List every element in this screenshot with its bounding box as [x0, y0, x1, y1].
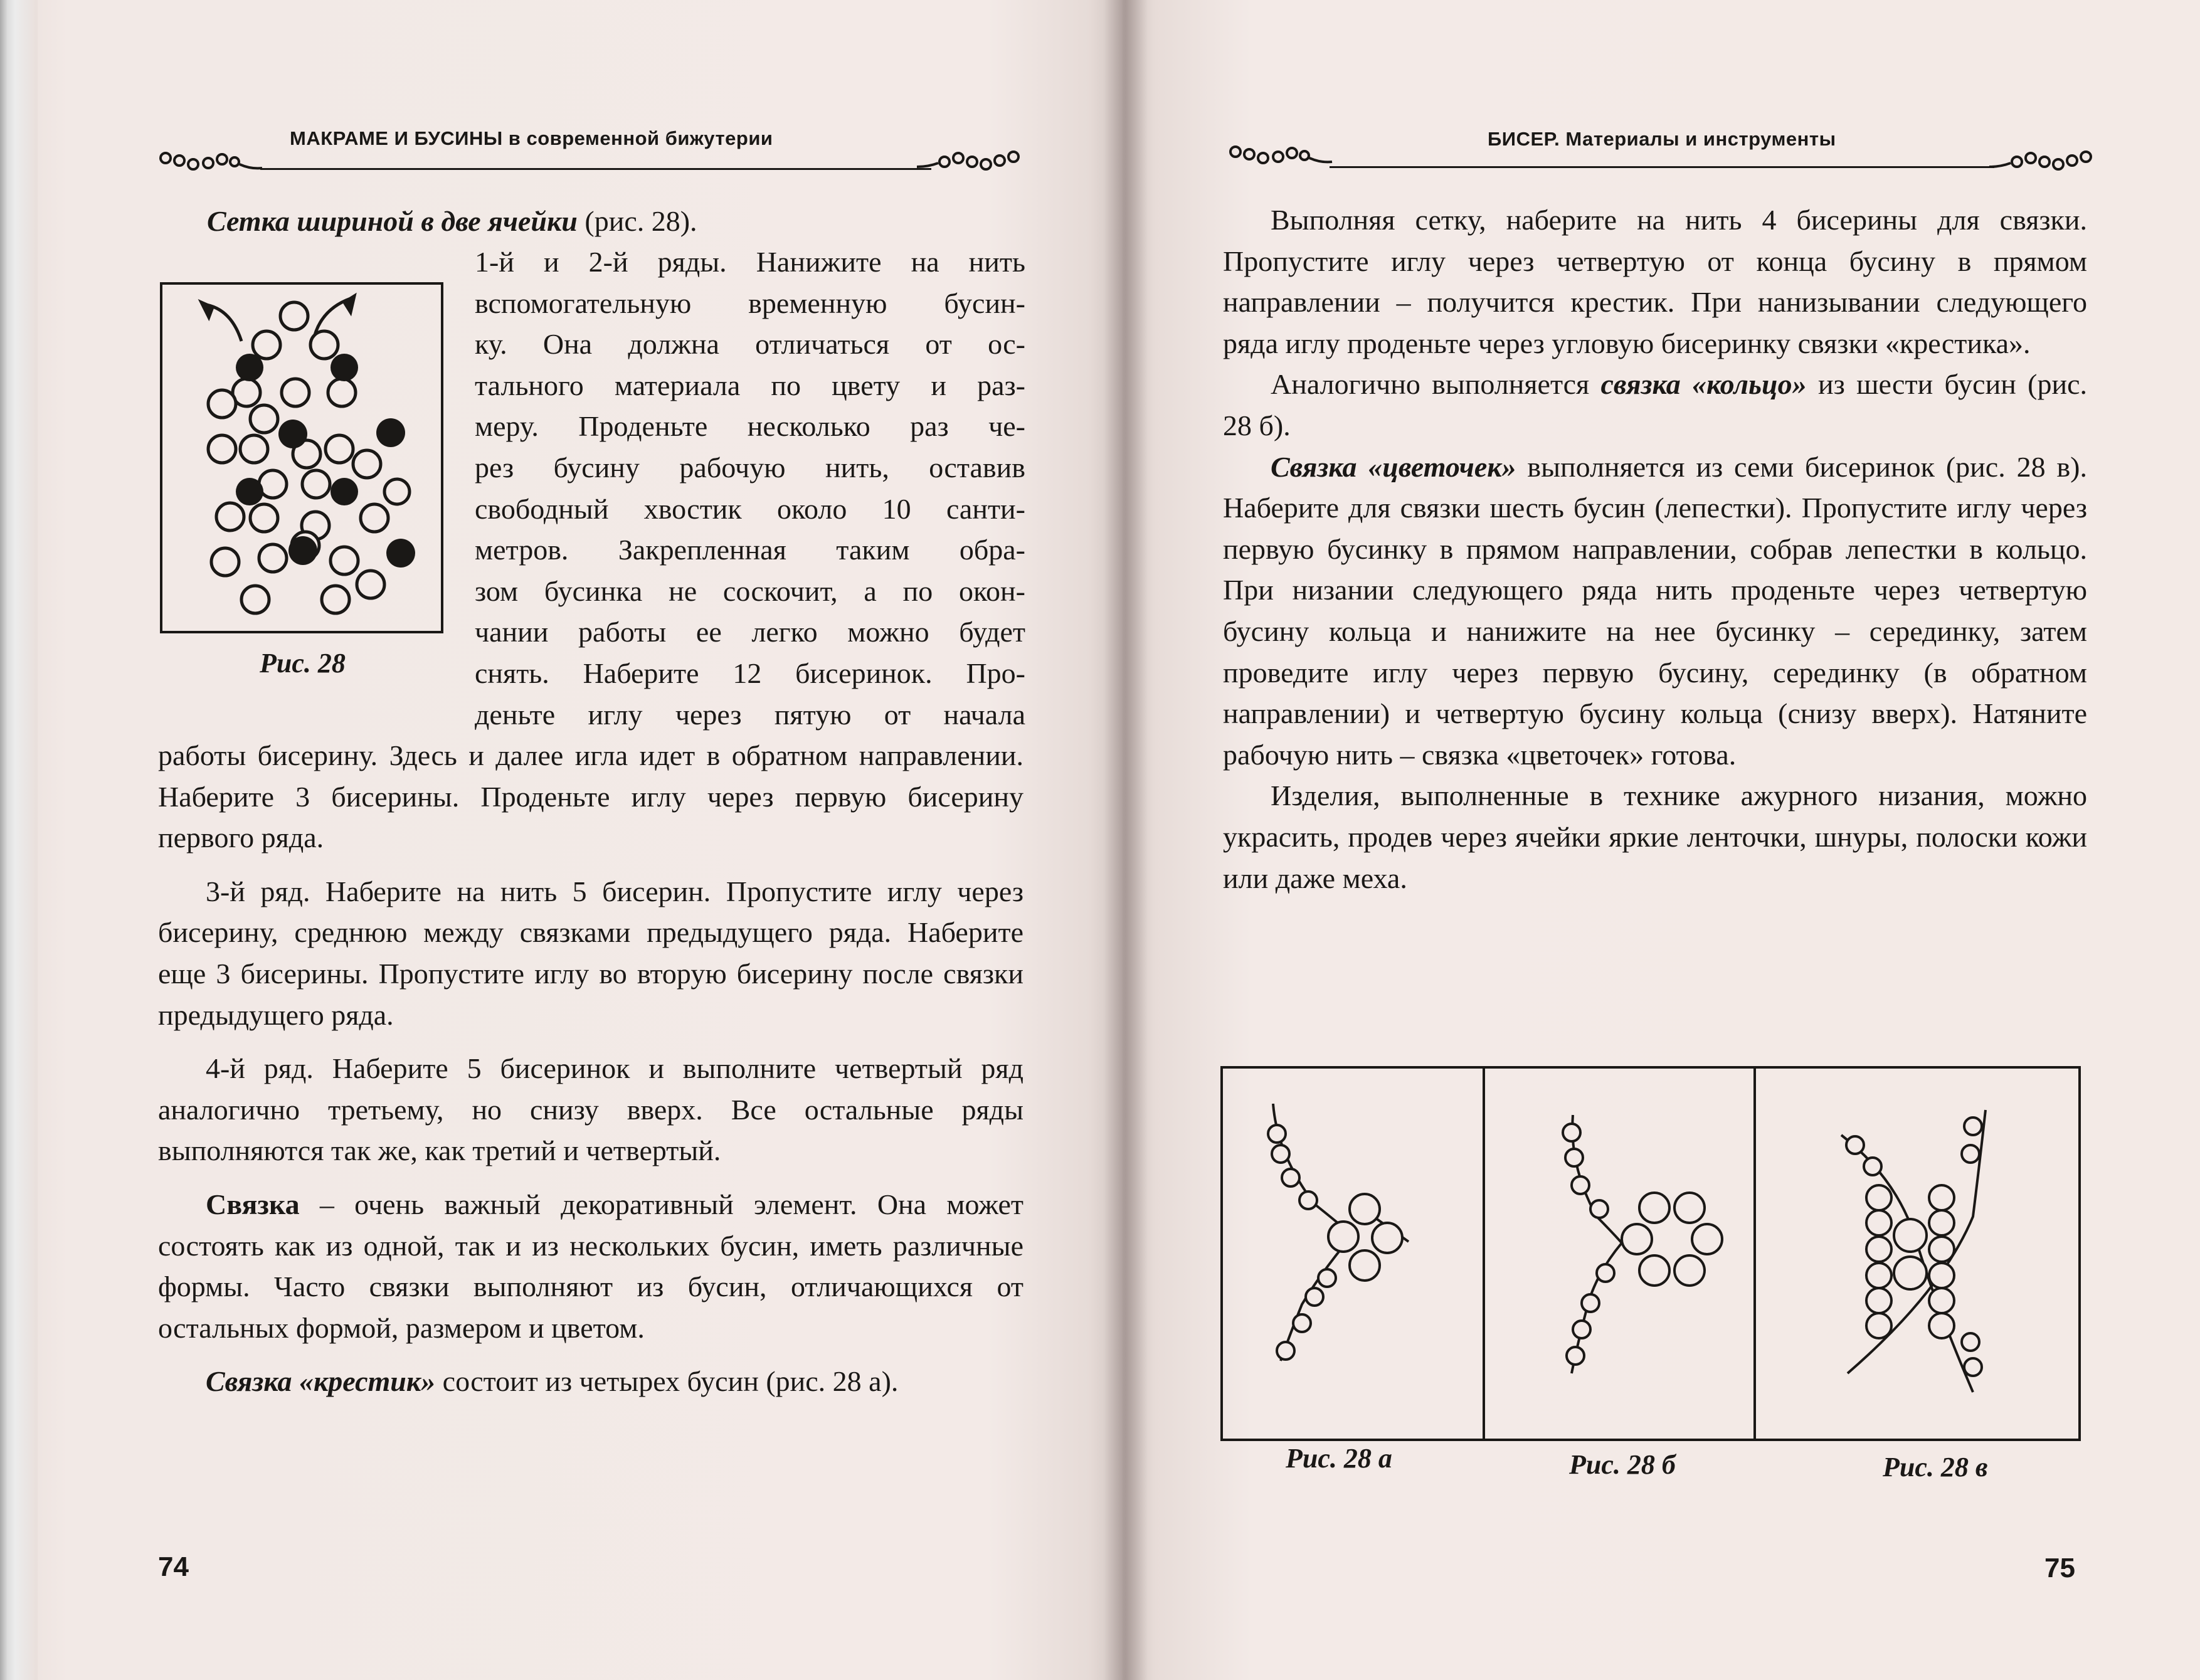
paragraph-4: Изделия, выполненные в технике ажурного низания, можно украсить, продев через ячейки яркие ленточки, шнуры, полоски кожи или даже меха.: [1223, 779, 2087, 894]
line-8: метров. Закрепленная таким обра-: [475, 534, 1025, 566]
bead-connections-diagram: [1220, 1066, 2081, 1442]
page-edge: [0, 0, 38, 1680]
text-beside-figure: [475, 241, 1025, 735]
line-1: 1-й и 2-й ряды. Нанижите на нить: [475, 246, 1025, 278]
line-9: зом бусинка не соскочит, а по окон-: [475, 574, 1025, 607]
figure-caption: Рис. 28: [260, 648, 346, 679]
figure-28-abc: [1220, 1066, 2081, 1482]
caption-28b: Рис. 28 б: [1569, 1449, 1676, 1480]
figure-28: [160, 282, 443, 633]
term-kolco: связка «кольцо»: [1600, 368, 1807, 401]
para2-end: из шести бусин (рис. 28 б).: [1223, 368, 2087, 441]
running-head: БИСЕР. Материалы и инструменты: [1488, 128, 1836, 150]
header-ornament-left: [1227, 143, 1333, 172]
paragraph-krestik: [158, 1361, 1023, 1402]
bead-net-diagram: [162, 285, 441, 631]
term-svyazka: Связка: [206, 1188, 300, 1220]
paragraph-row-4: 4-й ряд. Наберите 5 бисеринок и выполните четвертый ряд аналогично третьему, но снизу вверх. Все остальные ряды выполняются так же, как третий и четвертый.: [158, 1052, 1023, 1167]
line-3: ку. Она должна отличаться от ос-: [475, 328, 1025, 361]
left-body-text: [158, 735, 1023, 1402]
title-bold: Сетка шириной в две ячейки: [207, 205, 578, 237]
para3-text: выполняется из семи бисеринок (рис. 28 в). Наберите для связки шесть бусин (лепестки). Пропустите иглу через первую бусинку в прямом направлении, собрав лепестки в кольцо. При низании следующего ряда нить проденьте через четвертую бусину кольца и нанижите на нее бусинку – серединку, затем проведите иглу через первую бусину, серединку (в обратном направлении) и четвертую бусину кольца (снизу вверх). Натяните рабочую нить – связка «цветочек» готова.: [1223, 450, 2087, 771]
paragraph-row-3: 3-й ряд. Наберите на нить 5 бисерин. Пропустите иглу через бисерину, среднюю между связками предыдущего ряда. Наберите еще 3 бисерины. Пропустите иглу во вторую бисерину после связки предыдущего ряда.: [158, 875, 1023, 1031]
page-number-right: 75: [2044, 1553, 2075, 1583]
paragraph-2: [1223, 364, 2087, 446]
svyazka-text: – очень важный декоративный элемент. Она может состоять как из одной, так и из нескольких бусин, иметь различные формы. Часто связки выполняют из бусин, отличающихся от остальных формой, размером и цветом.: [158, 1188, 1023, 1344]
header-rule: [1330, 166, 1994, 168]
line-2: вспомогательную временную бусин-: [475, 287, 1025, 319]
paragraph-continuation: работы бисерину. Здесь и далее игла идет в обратном направлении. Наберите 3 бисерины. Проденьте иглу через первую бисерину первого ряда.: [158, 739, 1023, 854]
header-ornament-right: [1988, 145, 2098, 174]
term-cvetochek: Связка «цветочек»: [1271, 450, 1516, 483]
line-6: рез бусину рабочую нить, оставив: [475, 451, 1025, 483]
right-page: [1123, 0, 2200, 1680]
page-number-left: 74: [158, 1551, 189, 1582]
line-12: деньте иглу через пятую от начала: [475, 698, 1025, 731]
line-4: тального материала по цвету и раз-: [475, 369, 1025, 401]
title-rest: (рис. 28).: [577, 205, 697, 237]
caption-28c: Рис. 28 в: [1883, 1452, 1988, 1482]
paragraph-1: Выполняя сетку, наберите на нить 4 бисерины для связки. Пропустите иглу через четвертую от конца бусину в прямом направлении – получится крестик. При нанизывании следующего ряда иглу проденьте через угловую бисеринку связки «крестика».: [1223, 204, 2087, 359]
section-title: [207, 201, 1022, 242]
caption-28a: Рис. 28 а: [1286, 1443, 1392, 1474]
line-10: чании работы ее легко можно будет: [475, 616, 1025, 648]
krestik-text: состоит из четырех бусин (рис. 28 а).: [435, 1365, 899, 1398]
line-11: снять. Наберите 12 бисеринок. Про-: [475, 657, 1025, 689]
header-ornament-left: [157, 149, 263, 178]
line-5: меру. Проденьте несколько раз че-: [475, 410, 1025, 443]
paragraph-3: [1223, 446, 2087, 776]
header-rule: [260, 168, 931, 170]
line-7: свободный хвостик около 10 санти-: [475, 492, 1025, 525]
running-head: МАКРАМЕ И БУСИНЫ в современной бижутерии: [290, 127, 773, 149]
para2-start: Аналогично выполняется: [1271, 368, 1601, 401]
paragraph-svyazka: [158, 1184, 1023, 1348]
header-ornament-right: [916, 145, 1025, 174]
book-spine: [1104, 0, 1148, 1680]
term-krestik: Связка «крестик»: [206, 1365, 436, 1398]
right-body-text: [1223, 199, 2087, 899]
